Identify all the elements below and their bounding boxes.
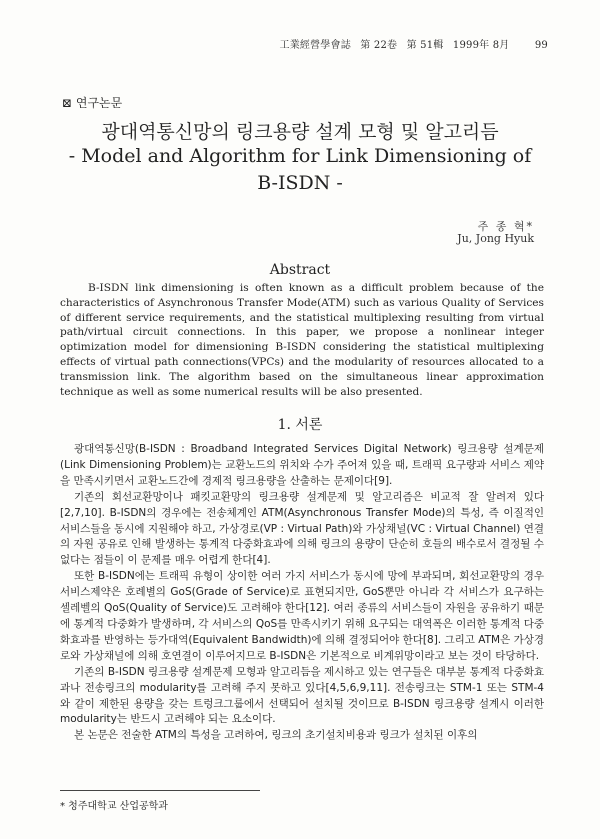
article-category: ⊠ 연구논문 <box>62 96 123 110</box>
paragraph: 또한 B-ISDN에는 트래픽 유형이 상이한 여러 가지 서비스가 동시에 망에 부과되며, 회선교환망의 경우 서비스제약은 호례별의 GoS(Grade of Service)로 표현되지만, GoS뿐만 아니라 각 서비스가 요구하는 셀레벨의 QoS(Quality of Service)도 고려해야 한다[12]. 여러 종류의 서비스들이 자원을 공유하기 때문에 통계적 다중화가 발생하며, 각 서비스의 QoS를 만족시키기 위해 요구되는 대역폭은 이러한 통계적 다중화효과를 반영하는 등가대역(Equivalent Bandwidth)에 의해 결정되어야 한다[8]. 그리고 ATM은 가상경로와 가상채널에 의해 호연결이 이루어지므로 B-ISDN은 기본적으로 비계위망이라고 보는 것이 타당하다. <box>60 570 544 662</box>
paragraph: 기존의 회선교환망이나 패킷교환망의 링크용량 설계문제 및 알고리즘은 비교적 잘 알려져 있다[2,7,10]. B-ISDN의 경우에는 전송체계인 ATM(Asynchronous Transfer Mode)의 특성, 즉 이질적인 서비스들을 동시에 지원해야 하고, 가상경로(VP : Virtual Path)와 가상채널(VC : Virtual Channel) 연결의 자원 공유로 인해 발생하는 통계적 다중화효과에 의해 링크의 용량이 단순히 호들의 배수로서 결정될 수 없다는 점들이 이 문제를 매우 어렵게 한다[4]. <box>60 490 544 567</box>
body-text <box>60 442 544 744</box>
abstract-text: B-ISDN link dimensioning is often known as a difficult problem because of the characteristics of Asynchronous Transfer Mode(ATM) such as various Quality of Services of different service requirements, and the statistical multiplexing resulting from virtual path/virtual circuit connections. In this paper, we propose a nonlinear integer optimization model for dimensioning B-ISDN considering the statistical multiplexing effects of virtual path connections(VPCs) and the modularity of resources allocated to a transmission link. The algorithm based on the simultaneous linear approximation technique as well as some numerical results will be also presented. <box>60 282 544 398</box>
paragraph: 본 논문은 전술한 ATM의 특성을 고려하여, 링크의 초기설치비용과 링크가 설치된 이후의 <box>74 729 478 742</box>
paragraph: 광대역통신망(B-ISDN : Broadband Integrated Services Digital Network) 링크용량 설계문제(Link Dimensioning Problem)는 교환노드의 위치와 수가 주어져 있을 때, 트래픽 요구량과 서비스 제약을 만족시키면서 교환노드간에 경제적 링크용량을 산출하는 문제이다[9]. <box>60 443 544 487</box>
page-number: 99 <box>534 40 548 51</box>
author-english: Ju, Jong Hyuk <box>457 232 534 245</box>
title-english-line2: B-ISDN - <box>257 172 343 194</box>
title-korean: 광대역통신망의 링크용량 설계 모형 및 알고리듬 <box>101 121 499 143</box>
paragraph: 기존의 B-ISDN 링크용량 설계문제 모형과 알고리듬을 제시하고 있는 연구들은 대부분 통계적 다중화효과나 전송링크의 modularity를 고려해 주지 못하고 있다[4,5,6,9,11]. 전송링크는 STM-1 또는 STM-4와 같이 제한된 용량을 갖는 트렁크그룹에서 선택되어 설치될 것이므로 B-ISDN 링크용량 설계시 이러한 modularity는 반드시 고려해야 되는 요소이다. <box>60 665 544 726</box>
journal-header <box>274 36 549 51</box>
footnote-divider <box>60 790 260 791</box>
title-english-line1: - Model and Algorithm for Link Dimensioning of <box>68 145 532 167</box>
journal-name: 工業經營學會誌 <box>279 40 351 51</box>
author-korean: 주 종 혁* <box>477 220 534 233</box>
section-heading: 1. 서론 <box>277 417 323 433</box>
journal-issue: 第 51輯 <box>406 40 444 51</box>
footnote: * 청주대학교 산업공학과 <box>60 801 168 812</box>
journal-volume: 第 22卷 <box>360 40 398 51</box>
abstract-heading: Abstract <box>269 262 331 278</box>
journal-date: 1999年 8月 <box>452 40 510 51</box>
